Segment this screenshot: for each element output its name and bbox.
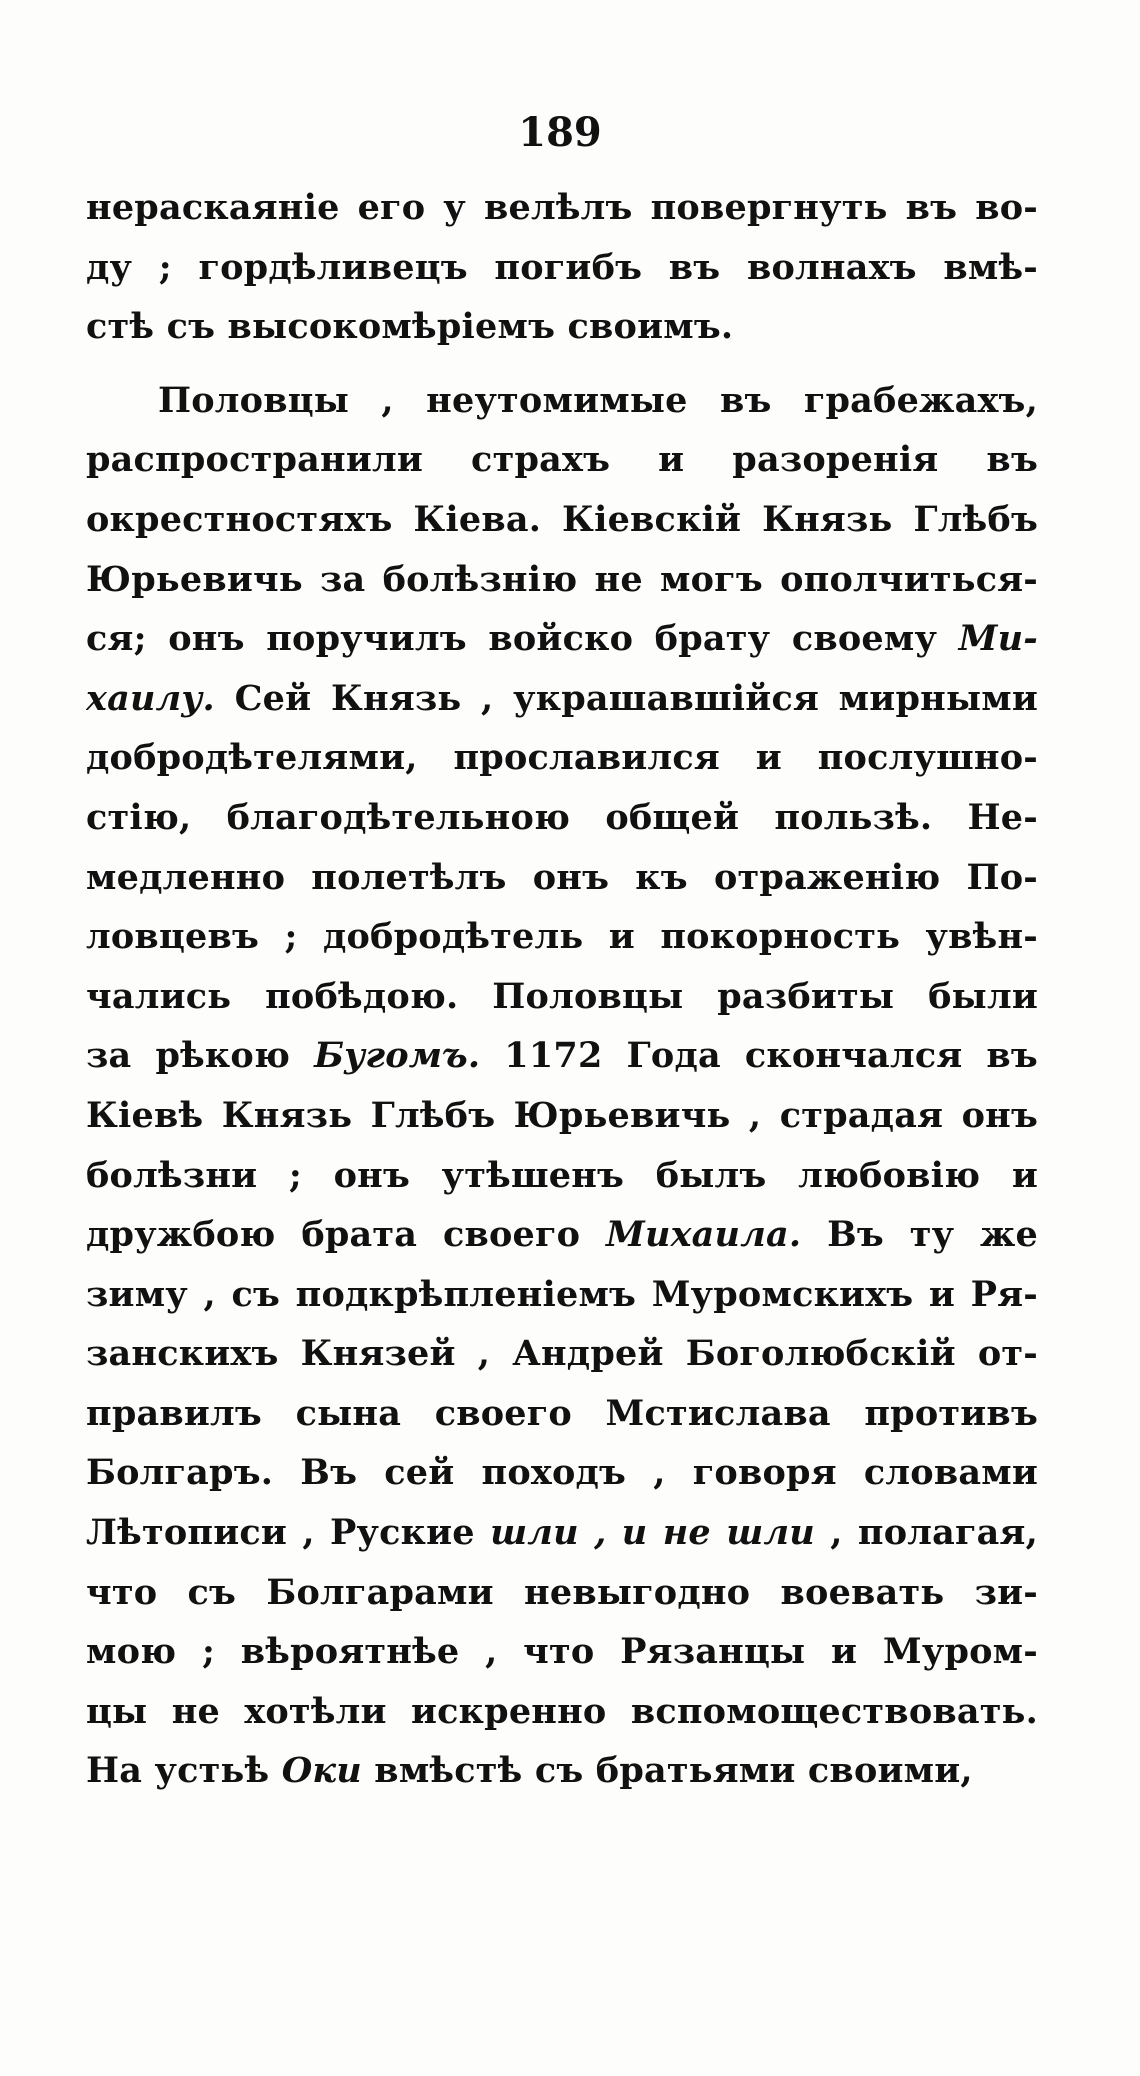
text-line bbox=[86, 1205, 1038, 1265]
italic-text-segment: Михаила. bbox=[606, 1214, 802, 1256]
text-segment: за рѣкою bbox=[86, 1035, 315, 1077]
text-segment: правилъ сына своего Мстислава противъ bbox=[86, 1392, 1038, 1434]
text-segment: нераскаяніе его у велѣлъ повергнуть въ во- bbox=[86, 187, 1038, 228]
text-line bbox=[86, 967, 1038, 1027]
text-segment: стѣ съ высокомѣріемъ своимъ. bbox=[86, 306, 734, 348]
text-line bbox=[86, 1741, 1038, 1801]
text-line bbox=[86, 1086, 1038, 1146]
text-line bbox=[86, 1265, 1038, 1325]
text-line bbox=[86, 297, 1038, 357]
text-line bbox=[86, 609, 1038, 669]
text-segment: , полагая, bbox=[814, 1512, 1038, 1554]
text-segment: На устьѣ bbox=[86, 1750, 282, 1792]
text-line bbox=[86, 1622, 1038, 1682]
text-line bbox=[86, 550, 1038, 610]
text-line bbox=[86, 1384, 1038, 1444]
text-line bbox=[86, 178, 1038, 238]
text-segment: чались побѣдою. Половцы разбиты были bbox=[86, 975, 1038, 1017]
text-segment: цы не хотѣли искренно вспомоществовать. bbox=[86, 1690, 1038, 1732]
text-segment: Болгаръ. Въ сей походъ , говоря словами bbox=[86, 1452, 1038, 1494]
text-segment: зиму , съ подкрѣпленіемъ Муромскихъ и Ря- bbox=[86, 1273, 1038, 1315]
text-line bbox=[86, 1503, 1038, 1563]
text-segment: мою ; вѣроятнѣе , что Рязанцы и Муром- bbox=[86, 1631, 1038, 1673]
text-line bbox=[86, 238, 1038, 298]
text-segment: Въ ту же bbox=[801, 1214, 1038, 1256]
text-segment: ся; онъ поручилъ войско брату своему bbox=[86, 618, 959, 660]
text-segment: Половцы , неутомимые въ грабежахъ, bbox=[158, 379, 1038, 421]
text-segment: медленно полетѣлъ онъ къ отраженію По- bbox=[86, 856, 1038, 898]
text-segment: Сей Князь , украшавшійся мирными bbox=[214, 677, 1038, 719]
italic-text-segment: Оки bbox=[281, 1750, 362, 1792]
italic-text-segment: хаилу. bbox=[86, 677, 215, 719]
text-segment: вмѣстѣ съ братьями своими, bbox=[361, 1750, 973, 1792]
text-line bbox=[86, 371, 1038, 431]
italic-text-segment: шли , и не шли bbox=[490, 1512, 815, 1554]
text-segment: ду ; гордѣливецъ погибъ въ волнахъ вмѣ- bbox=[86, 246, 1038, 288]
text-line bbox=[86, 1682, 1038, 1742]
text-line bbox=[86, 430, 1038, 490]
text-line bbox=[86, 1563, 1038, 1623]
text-line bbox=[86, 1146, 1038, 1206]
text-segment: 1172 Года скончался въ bbox=[480, 1035, 1038, 1077]
text-segment: Кіевѣ Князь Глѣбъ Юрьевичь , страдая онъ bbox=[86, 1094, 1038, 1136]
text-line bbox=[86, 728, 1038, 788]
italic-text-segment: Ми- bbox=[958, 618, 1038, 660]
text-segment: распространили страхъ и разоренія въ bbox=[86, 439, 1038, 481]
text-segment: окрестностяхъ Кіева. Кіевскій Князь Глѣбъ bbox=[86, 498, 1038, 540]
text-segment: дружбою брата своего bbox=[86, 1214, 607, 1256]
text-line bbox=[86, 1026, 1038, 1086]
text-segment: что съ Болгарами невыгодно воевать зи- bbox=[86, 1571, 1038, 1613]
text-segment: Лѣтописи , Руские bbox=[86, 1512, 491, 1554]
text-segment: болѣзни ; онъ утѣшенъ былъ любовію и bbox=[86, 1154, 1038, 1196]
text-line bbox=[86, 848, 1038, 908]
text-segment: добродѣтелями, прославился и послушно- bbox=[86, 737, 1038, 779]
body-text bbox=[86, 178, 1038, 1801]
text-line bbox=[86, 788, 1038, 848]
text-segment: стію, благодѣтельною общей пользѣ. Не- bbox=[86, 796, 1038, 838]
text-line bbox=[86, 669, 1038, 729]
text-segment: ловцевъ ; добродѣтель и покорность увѣн- bbox=[86, 916, 1038, 958]
text-segment: занскихъ Князей , Андрей Боголюбскій от- bbox=[86, 1333, 1038, 1375]
text-line bbox=[86, 1324, 1038, 1384]
text-line bbox=[86, 490, 1038, 550]
text-segment: Юрьевичь за болѣзнію не могъ ополчиться- bbox=[86, 558, 1038, 600]
text-line bbox=[86, 1443, 1038, 1503]
page-number: 189 bbox=[518, 109, 602, 156]
text-line bbox=[86, 907, 1038, 967]
italic-text-segment: Бугомъ. bbox=[314, 1035, 481, 1077]
